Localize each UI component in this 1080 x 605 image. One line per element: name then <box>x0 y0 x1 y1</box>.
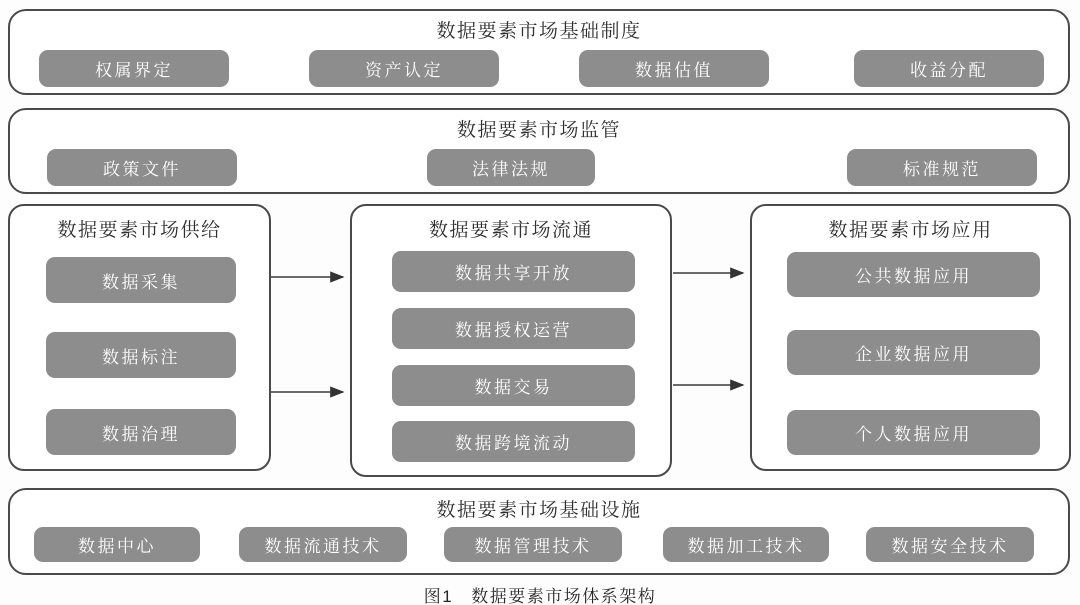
column-supply-title: 数据要素市场供给 <box>57 220 222 241</box>
pill-data-circulation-tech: 数据流通技术 <box>239 527 407 562</box>
pill-data-authorized-operation: 数据授权运营 <box>392 308 635 349</box>
figure-caption-label: 图1 <box>423 587 454 605</box>
column-application <box>750 204 1071 471</box>
band-basic-institutions <box>8 9 1070 95</box>
column-application-title: 数据要素市场应用 <box>828 220 993 241</box>
pill-public-data-application: 公共数据应用 <box>787 252 1040 297</box>
pill-data-processing-tech: 数据加工技术 <box>663 527 829 562</box>
pill-data-management-tech: 数据管理技术 <box>444 527 622 562</box>
pill-data-collection: 数据采集 <box>46 257 236 303</box>
band-basic-institutions-title: 数据要素市场基础制度 <box>436 21 642 42</box>
column-supply <box>8 204 271 471</box>
pill-asset-recognition: 资产认定 <box>309 50 499 87</box>
pill-data-sharing-openness: 数据共享开放 <box>392 251 635 292</box>
pill-enterprise-data-application: 企业数据应用 <box>787 330 1040 375</box>
pill-revenue-distribution: 收益分配 <box>854 50 1044 87</box>
pill-data-security-tech: 数据安全技术 <box>866 527 1034 562</box>
band-regulation <box>8 108 1070 194</box>
pill-data-annotation: 数据标注 <box>46 332 236 378</box>
pill-data-governance: 数据治理 <box>46 409 236 455</box>
pill-data-trading: 数据交易 <box>392 365 635 406</box>
figure-caption-text: 数据要素市场体系架构 <box>471 587 657 605</box>
band-regulation-title: 数据要素市场监管 <box>456 120 621 141</box>
pill-ownership-definition: 权属界定 <box>39 50 229 87</box>
column-circulation <box>350 204 672 477</box>
pill-standards-norms: 标准规范 <box>847 149 1037 186</box>
pill-personal-data-application: 个人数据应用 <box>787 410 1040 455</box>
band-infrastructure <box>8 488 1070 575</box>
pill-data-valuation: 数据估值 <box>579 50 769 87</box>
column-circulation-title: 数据要素市场流通 <box>428 220 593 241</box>
pill-laws-regulations: 法律法规 <box>427 149 595 186</box>
pill-data-center: 数据中心 <box>34 527 200 562</box>
band-infrastructure-title: 数据要素市场基础设施 <box>436 500 642 521</box>
pill-policy-documents: 政策文件 <box>47 149 237 186</box>
figure-caption <box>0 582 1080 605</box>
pill-data-cross-border-flow: 数据跨境流动 <box>392 421 635 462</box>
